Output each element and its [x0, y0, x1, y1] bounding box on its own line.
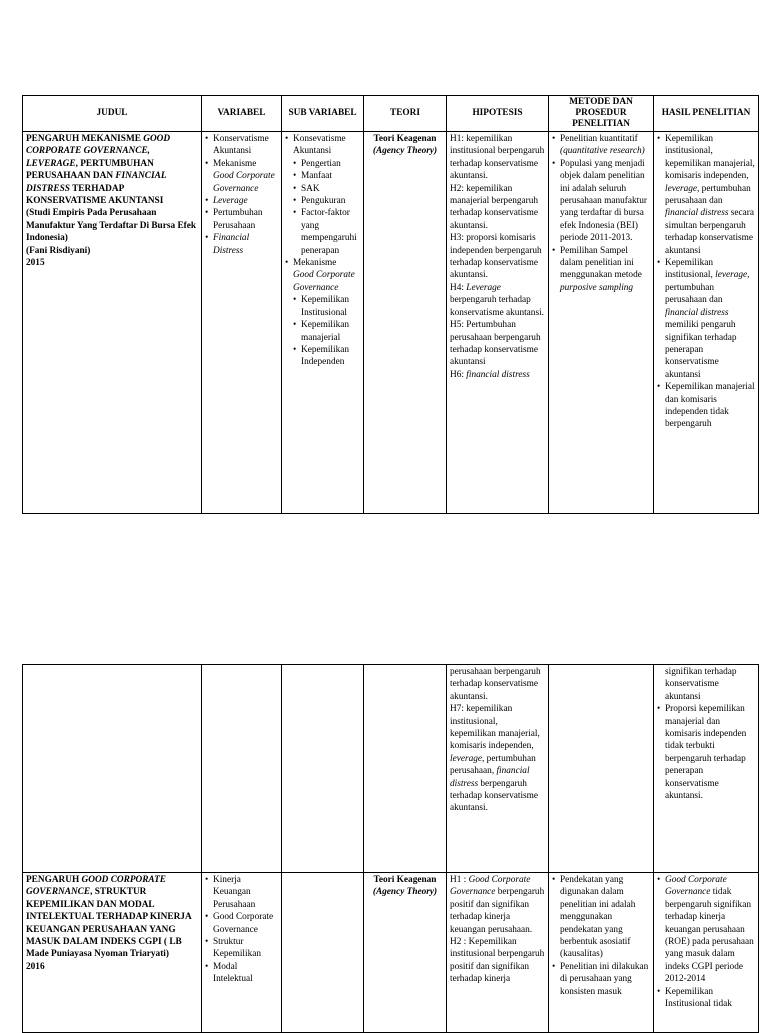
row1-hipotesis: H1: kepemilikan institusional berpengaruh terhadap konservatisme akuntansi. H2: kepemilikan manajerial berpengaruh terhadap konservatisme akuntansi. H3: proporsi komisaris independen berpengaruh terhadap konservatisme akuntansi. H4: Leverage berpengaruh terhadap konservatisme akuntansi. H5: Pertumbuhan perusahaan berpengaruh terhadap konservatisme akuntansi H6: financial distress: [447, 132, 549, 514]
row1-sub-variabel: [282, 132, 364, 514]
list-item: • Good Corporate Governance: [205, 911, 278, 936]
list-item: • Modal Intelektual: [205, 961, 278, 986]
row2-variabel: [202, 873, 282, 1033]
row2-metode: [549, 873, 654, 1033]
list-item: • Good Corporate Governance tidak berpengaruh signifikan terhadap kinerja keuangan perusahaan (ROE) pada perusahaan yang masuk dalam indeks CGPI periode 2012-2014: [657, 874, 755, 986]
list-item: • Kinerja Keuangan Perusahaan: [205, 874, 278, 911]
header-judul: JUDUL: [23, 96, 202, 132]
header-hasil: HASIL PENELITIAN: [654, 96, 759, 132]
list-item: • Mekanisme Good Corporate Governance: [285, 257, 360, 294]
list-item: • Penelitian kuantitatif (quantitative research): [552, 133, 650, 158]
header-sub-variabel: SUB VARIABEL: [282, 96, 364, 132]
list-item: • Konsevatisme Akuntansi: [285, 133, 360, 158]
row2-sub-variabel: [282, 873, 364, 1033]
row1-cont-hasil: signifikan terhadap konservatisme akuntansi • Proporsi kepemilikan manajerial dan komisaris independen tidak terbukti berpengaruh terhadap penerapan konservatisme akuntansi.: [654, 665, 759, 873]
row1-judul: PENGARUH MEKANISME GOOD CORPORATE GOVERNANCE, LEVERAGE, PERTUMBUHAN PERUSAHAAN DAN FINANCIAL DISTRESS TERHADAP KONSERVATISME AKUNTANSI (Studi Empiris Pada Perusahaan Manufaktur Yang Terdaftar Di Bursa Efek Indonesia) (Fani Risdiyani) 2015: [23, 132, 202, 514]
list-item: • Kepemilikan Institusional tidak: [657, 986, 755, 1011]
list-item: • Konservatisme Akuntansi: [205, 133, 278, 158]
row1-metode: [549, 132, 654, 514]
header-hipotesis: HIPOTESIS: [447, 96, 549, 132]
list-item: • Kepemilikan Institusional: [285, 294, 360, 319]
literature-table-bottom: [22, 664, 759, 1033]
list-item: • Struktur Kepemilikan: [205, 936, 278, 961]
list-item: • Kepemilikan institusional, kepemilikan manajerial, komisaris independen, leverage, pertumbuhan perusahaan dan financial distress secara simultan berpengaruh terhadap konservatisme akuntansi: [657, 133, 755, 257]
list-item: • Factor-faktor yang mempengaruhi penerapan: [285, 207, 360, 257]
row1-cont-hipotesis: perusahaan berpengaruh terhadap konservatisme akuntansi. H7: kepemilikan institusional, kepemilikan manajerial, komisaris independen, leverage, pertumbuhan perusahaan, financial distress berpengaruh terhadap konservatisme akuntansi.: [447, 665, 549, 873]
list-item: • Proporsi kepemilikan manajerial dan komisaris independen tidak terbukti berpengaruh terhadap penerapan konservatisme akuntansi.: [657, 703, 755, 802]
list-item: • Kepemilikan manajerial: [285, 319, 360, 344]
row2-hipotesis: H1 : Good Corporate Governance berpengaruh positif dan signifikan terhadap kinerja keuangan perusahaan. H2 : Kepemilikan institusional berpengaruh positif dan signifikan terhadap kinerja: [447, 873, 549, 1033]
header-metode: METODE DAN PROSEDUR PENELITIAN: [549, 96, 654, 132]
row1-cont-judul: [23, 665, 202, 873]
header-variabel: VARIABEL: [202, 96, 282, 132]
list-item: • Penelitian ini dilakukan di perusahaan yang konsisten masuk: [552, 961, 650, 998]
list-item: • Populasi yang menjadi objek dalam penelitian ini adalah seluruh perusahaan manufaktur yang terdaftar di bursa efek Indonesia (BEI) periode 2011-2013.: [552, 158, 650, 245]
list-item: • Kepemilikan Independen: [285, 344, 360, 369]
list-item: • Manfaat: [285, 170, 360, 182]
list-item: • Kepemilikan institusional, leverage, pertumbuhan perusahaan dan financial distress memiliki pengaruh signifikan terhadap penerapan konservatisme akuntansi: [657, 257, 755, 381]
list-item: • Financial Distress: [205, 232, 278, 257]
row1-variabel: [202, 132, 282, 514]
row2-judul: PENGARUH GOOD CORPORATE GOVERNANCE, STRUKTUR KEPEMILIKAN DAN MODAL INTELEKTUAL TERHADAP KINERJA KEUANGAN PERUSAHAAN YANG MASUK DALAM INDEKS CGPI ( LB Made Puniayasa Nyoman Triaryati) 2016: [23, 873, 202, 1033]
row1-hasil: [654, 132, 759, 514]
list-item: • Mekanisme Good Corporate Governance: [205, 158, 278, 195]
header-teori: TEORI: [364, 96, 447, 132]
row1-cont-variabel: [202, 665, 282, 873]
row2-hasil: [654, 873, 759, 1033]
list-item: • Leverage: [205, 195, 278, 207]
list-item: • Pemilihan Sampel dalam penelitian ini menggunakan metode purposive sampling: [552, 245, 650, 295]
list-item: • Kepemilikan manajerial dan komisaris independen tidak berpengaruh: [657, 381, 755, 431]
row2-teori: Teori Keagenan (Agency Theory): [364, 873, 447, 1033]
list-item: • Pengertian: [285, 158, 360, 170]
row1-cont-teori: [364, 665, 447, 873]
list-item: • SAK: [285, 183, 360, 195]
row1-teori: Teori Keagenan (Agency Theory): [364, 132, 447, 514]
literature-table-top: [22, 95, 759, 514]
list-item: • Pertumbuhan Perusahaan: [205, 207, 278, 232]
list-item: • Pendekatan yang digunakan dalam penelitian ini adalah menggunakan pendekatan yang berbentuk asosiatif (kausalitas): [552, 874, 650, 961]
row1-cont-sub-variabel: [282, 665, 364, 873]
list-item: • Pengukuran: [285, 195, 360, 207]
row1-cont-metode: [549, 665, 654, 873]
